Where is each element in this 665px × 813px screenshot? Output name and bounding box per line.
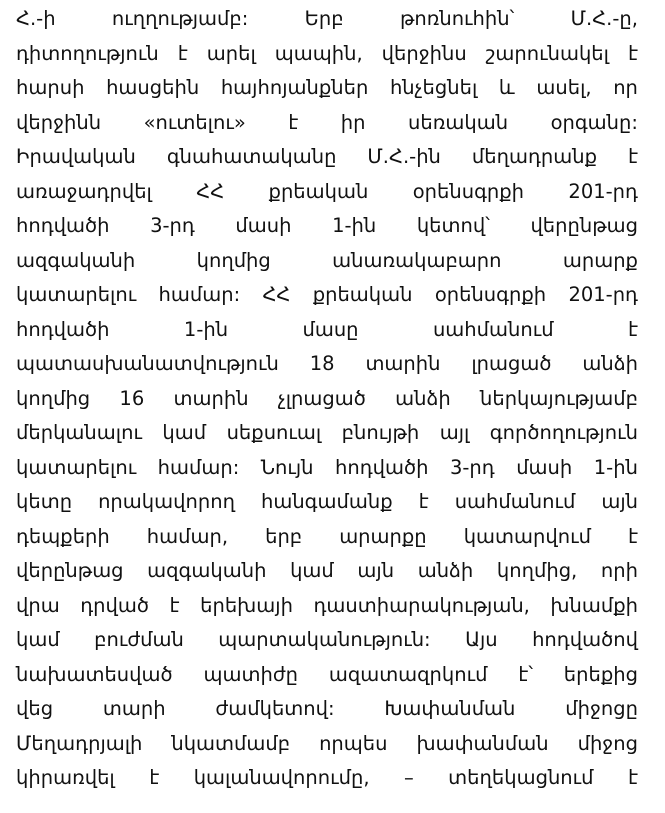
text-word: երբ [265, 524, 303, 548]
text-word: 3-րդ [449, 455, 495, 479]
text-line [16, 71, 638, 106]
text-word: 201-րդ [568, 283, 638, 306]
text-line [16, 416, 638, 451]
text-line [16, 589, 638, 624]
text-word: կալանավորումը, [193, 766, 370, 789]
text-word: անձի [395, 386, 451, 410]
text-word: նկատմամբ [171, 731, 291, 755]
text-word: որ [613, 76, 638, 99]
text-word: ներկայությամբ [479, 386, 638, 410]
text-line [16, 692, 638, 727]
text-word: տարին [173, 386, 249, 410]
text-word: բնույթի [341, 421, 420, 444]
text-word: շարունակել [485, 41, 609, 65]
text-word: ազգականի [147, 559, 267, 582]
text-word: այն [357, 559, 395, 582]
text-line [16, 140, 638, 175]
text-line [16, 485, 638, 520]
text-word: պարտականություն: [218, 628, 431, 651]
text-word: է [627, 524, 638, 548]
text-word: հոդվածի [16, 317, 110, 341]
text-word: ազատազրկում [328, 662, 488, 686]
text-line [16, 175, 638, 210]
text-word: հոդվածով [532, 628, 638, 651]
text-word: կետը [16, 490, 73, 513]
text-word: այն [601, 490, 638, 513]
text-word: է [627, 145, 638, 168]
text-word: իր [340, 110, 366, 134]
text-word: համար: [158, 283, 241, 306]
text-line [16, 623, 638, 658]
text-word: 16 [119, 386, 145, 410]
text-word: կողմից [16, 386, 91, 410]
text-word: է [627, 766, 638, 789]
text-word: ուղղությամբ: [111, 7, 249, 30]
text-word: Մեղադրյալի [16, 731, 143, 755]
text-word: թոռնուհին՝ [399, 7, 515, 30]
text-word: արել [206, 41, 256, 65]
text-word: մեղադրանք [471, 145, 597, 168]
text-word: տեղեկացնում [448, 766, 594, 789]
text-word: մասի [235, 214, 292, 237]
text-word: խափանման [416, 731, 549, 755]
text-word: գնահատականը [166, 145, 337, 168]
text-word: 201-րդ [568, 179, 638, 203]
text-word: է [288, 110, 299, 134]
text-word: մերկանալու [16, 421, 142, 444]
text-word: 1-ին [183, 317, 229, 341]
text-word: է [627, 41, 638, 65]
text-word: հանգամանք [260, 490, 393, 513]
text-word: է՝ [518, 662, 533, 686]
text-word: պապին, [274, 41, 363, 65]
text-line [16, 727, 638, 762]
text-line [16, 761, 638, 796]
text-word: որպես [319, 731, 388, 755]
text-word: և [498, 76, 515, 99]
text-word: բուժման [94, 628, 184, 651]
text-word: Հ.-ի [16, 7, 56, 30]
text-word: 1-ին [332, 214, 377, 237]
text-word: վեց [16, 697, 54, 720]
document-page [16, 2, 638, 796]
text-word: է [177, 41, 188, 65]
text-word: տարի [102, 697, 166, 720]
text-word: է [149, 766, 160, 789]
text-word: Մ.Հ.-ը, [570, 7, 638, 30]
text-word: կատարելու [16, 283, 137, 306]
text-line [16, 658, 638, 693]
text-word: սեքսուալ [226, 421, 322, 444]
text-line [16, 451, 638, 486]
text-word: է [418, 490, 429, 513]
text-word: դիտողություն [16, 41, 159, 65]
text-word: հնչեցնել [389, 76, 478, 99]
text-line [16, 347, 638, 382]
text-word: – [403, 766, 414, 789]
text-word: քրեական [312, 283, 413, 306]
text-word: գործողություն [489, 421, 638, 444]
text-word: քրեական [268, 179, 369, 203]
text-word: 18 [309, 352, 335, 375]
text-word: վերջինն [16, 110, 102, 134]
text-line [16, 37, 638, 72]
text-line [16, 313, 638, 348]
text-word: ասել, [536, 76, 592, 99]
text-word: Մ.Հ.-ին [367, 145, 441, 168]
text-word: կամ [16, 628, 60, 651]
text-word: միջոց [577, 731, 638, 755]
text-word: միջոցը [565, 697, 638, 720]
text-word: Խափանման [384, 697, 516, 720]
text-word: արարք [562, 248, 638, 272]
text-word: կատարվում [463, 524, 591, 548]
text-word: պատասխանատվություն [16, 352, 279, 375]
text-word: օրգանը: [550, 110, 638, 134]
text-word: «ուտելու» [143, 110, 246, 134]
text-word: սահմանում [454, 490, 576, 513]
text-word: կատարելու [16, 455, 137, 479]
text-word: Այս [465, 628, 498, 651]
text-word: մասի [516, 455, 573, 479]
text-word: սահմանում [432, 317, 554, 341]
text-word: վերընթաց [530, 214, 638, 237]
text-word: անառակաբարո [332, 248, 502, 272]
text-word: վերջինս [381, 41, 467, 65]
text-word: սեռական [408, 110, 509, 134]
text-word: կամ [162, 421, 207, 444]
text-word: օրենսգրքի [412, 179, 525, 203]
text-word: լրացած [471, 352, 552, 375]
text-word: է [627, 317, 638, 341]
text-word: ժամկետով: [215, 697, 335, 720]
text-word: հոդվածի [334, 455, 429, 479]
text-line [16, 520, 638, 555]
text-word: արարքը [339, 524, 427, 548]
text-word: է [169, 593, 180, 617]
text-word: որի [600, 559, 638, 582]
text-line [16, 209, 638, 244]
text-word: կիրառվել [16, 766, 115, 789]
text-word: դեպքերի [16, 524, 110, 548]
text-word: համար: [157, 455, 240, 479]
text-word: չլրացած [277, 386, 366, 410]
text-word: հասցեին [106, 76, 200, 99]
text-line [16, 244, 638, 279]
text-line [16, 278, 638, 313]
text-word: անձի [417, 559, 474, 582]
text-word: նախատեսված [16, 662, 173, 686]
text-word: Իրավական [16, 145, 136, 168]
text-word: վրա [16, 593, 60, 617]
text-line [16, 106, 638, 141]
text-word: որակավորող [98, 490, 235, 513]
text-word: հոդվածի [16, 214, 110, 237]
text-word: դաստիարակության, [313, 593, 530, 617]
text-word: Նույն [260, 455, 314, 479]
text-word: Երբ [304, 7, 344, 30]
text-word: ՀՀ [262, 283, 291, 306]
text-word: կողմից, [496, 559, 578, 582]
text-word: 1-ին [593, 455, 638, 479]
text-word: այլ [439, 421, 470, 444]
text-line [16, 382, 638, 417]
text-word: կետով՝ [416, 214, 490, 237]
text-word: պատիժը [203, 662, 299, 686]
text-word: համար, [146, 524, 229, 548]
text-word: 3-րդ [150, 214, 195, 237]
text-word: վերընթաց [16, 559, 124, 582]
text-word: օրենսգրքի [434, 283, 547, 306]
text-word: կողմից [196, 248, 271, 272]
text-word: տարին [365, 352, 441, 375]
text-word: հայհոյանքներ [220, 76, 369, 99]
text-word: հարսի [16, 76, 85, 99]
text-word: երեքից [563, 662, 638, 686]
text-word: երեխայի [200, 593, 293, 617]
text-word: խնամքի [550, 593, 638, 617]
text-word: դրված [80, 593, 150, 617]
text-word: ազգականի [16, 248, 136, 272]
text-word: ՀՀ [196, 179, 225, 203]
text-line [16, 554, 638, 589]
text-line [16, 2, 638, 37]
text-word: կամ [290, 559, 334, 582]
text-word: մասը [302, 317, 359, 341]
text-word: առաջադրվել [16, 179, 152, 203]
text-word: անձի [582, 352, 638, 375]
